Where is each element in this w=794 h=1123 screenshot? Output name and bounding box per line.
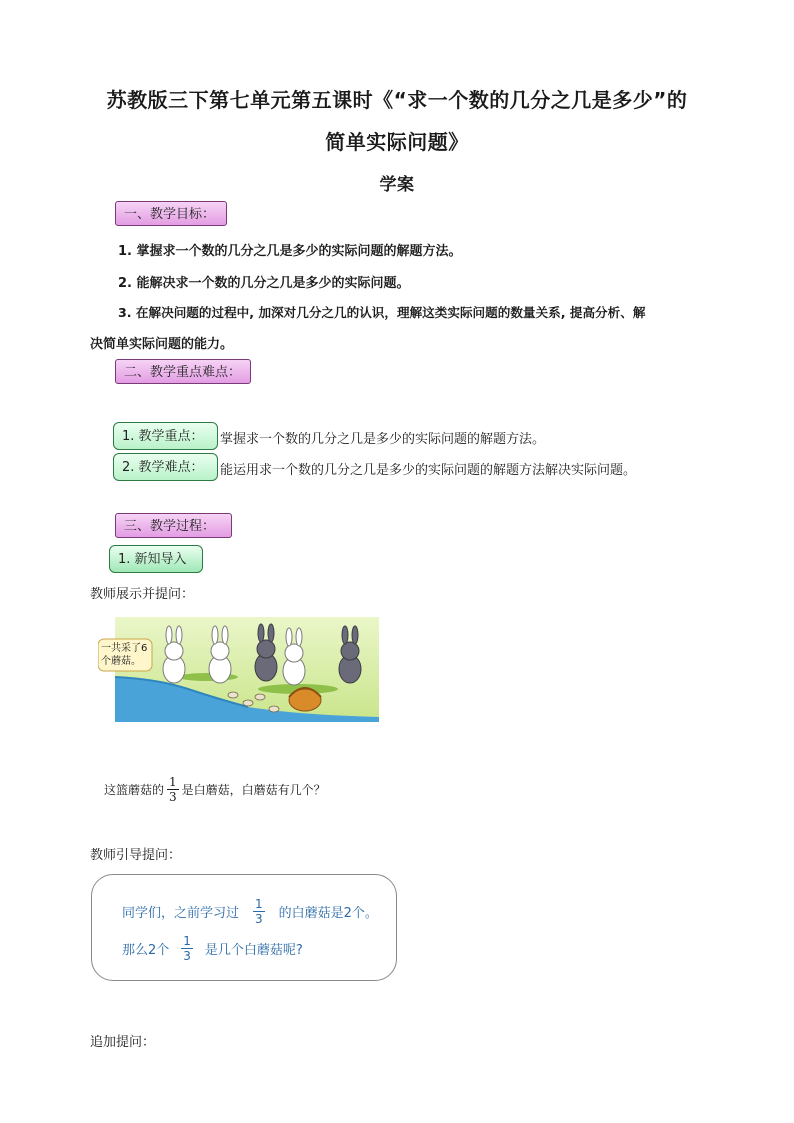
step1-label: 1. 新知导入 — [109, 545, 203, 573]
callout-line2-suffix: 是几个白蘑菇呢? — [204, 943, 303, 958]
callout-line1-suffix: 的白蘑菇是2个。 — [278, 906, 378, 921]
key-point-label: 1. 教学重点： — [113, 422, 218, 450]
callout-fraction-2 — [181, 935, 193, 962]
document-subtitle: 学案 — [379, 175, 415, 195]
key-point-text: 掌握求一个数的几分之几是多少的实际问题的解题方法。 — [220, 432, 546, 447]
question-suffix: 是白蘑菇，白蘑菇有几个？ — [181, 783, 326, 797]
speech-bubble-text: 一共采了6个蘑菇。 — [101, 643, 148, 667]
section-keypoints-label: 二、教学重点难点： — [115, 359, 251, 384]
section-objectives-label: 一、教学目标： — [115, 201, 227, 226]
document-title-line2: 简单实际问题》 — [325, 130, 469, 154]
objective-2: 2. 能解决求一个数的几分之几是多少的实际问题。 — [118, 276, 410, 291]
callout-line-1 — [122, 898, 378, 925]
callout-fraction-1 — [253, 898, 265, 925]
followup-text: 追加提问： — [90, 1035, 156, 1050]
guide-callout-box — [91, 874, 397, 981]
teacher-guide-text: 教师引导提问： — [90, 848, 182, 863]
document-title-line1: 苏教版三下第七单元第五课时《“求一个数的几分之几是多少”的 — [106, 88, 688, 112]
fraction-denominator: 3 — [169, 790, 177, 804]
teacher-show-text: 教师展示并提问： — [90, 587, 195, 602]
section-process-label: 三、教学过程： — [115, 513, 232, 538]
rabbits-mushrooms-picture — [98, 617, 379, 722]
objective-1: 1. 掌握求一个数的几分之几是多少的实际问题的解题方法。 — [118, 244, 462, 259]
question-line — [104, 776, 326, 803]
fraction-numerator: 1 — [169, 775, 177, 789]
callout-line2-prefix: 那么2个 — [122, 943, 170, 958]
callout-fraction-1-num: 1 — [255, 897, 263, 911]
rabbits-illustration — [98, 617, 379, 722]
callout-fraction-1-den: 3 — [255, 912, 263, 926]
callout-line1-prefix: 同学们，之前学习过 — [122, 906, 240, 921]
objective-3: 3. 在解决问题的过程中, 加深对几分之几的认识，理解这类实际问题的数量关系, 提高分析、解 — [118, 305, 646, 320]
difficulty-label: 2. 教学难点： — [113, 453, 218, 481]
difficulty-text: 能运用求一个数的几分之几是多少的实际问题的解题方法解决实际问题。 — [220, 463, 637, 478]
question-prefix: 这篮蘑菇的 — [104, 783, 165, 797]
callout-fraction-2-num: 1 — [183, 934, 191, 948]
fraction-one-third — [167, 776, 179, 803]
objective-3-cont: 决简单实际问题的能力。 — [90, 337, 234, 352]
callout-fraction-2-den: 3 — [183, 949, 191, 963]
callout-line-2 — [122, 935, 303, 962]
